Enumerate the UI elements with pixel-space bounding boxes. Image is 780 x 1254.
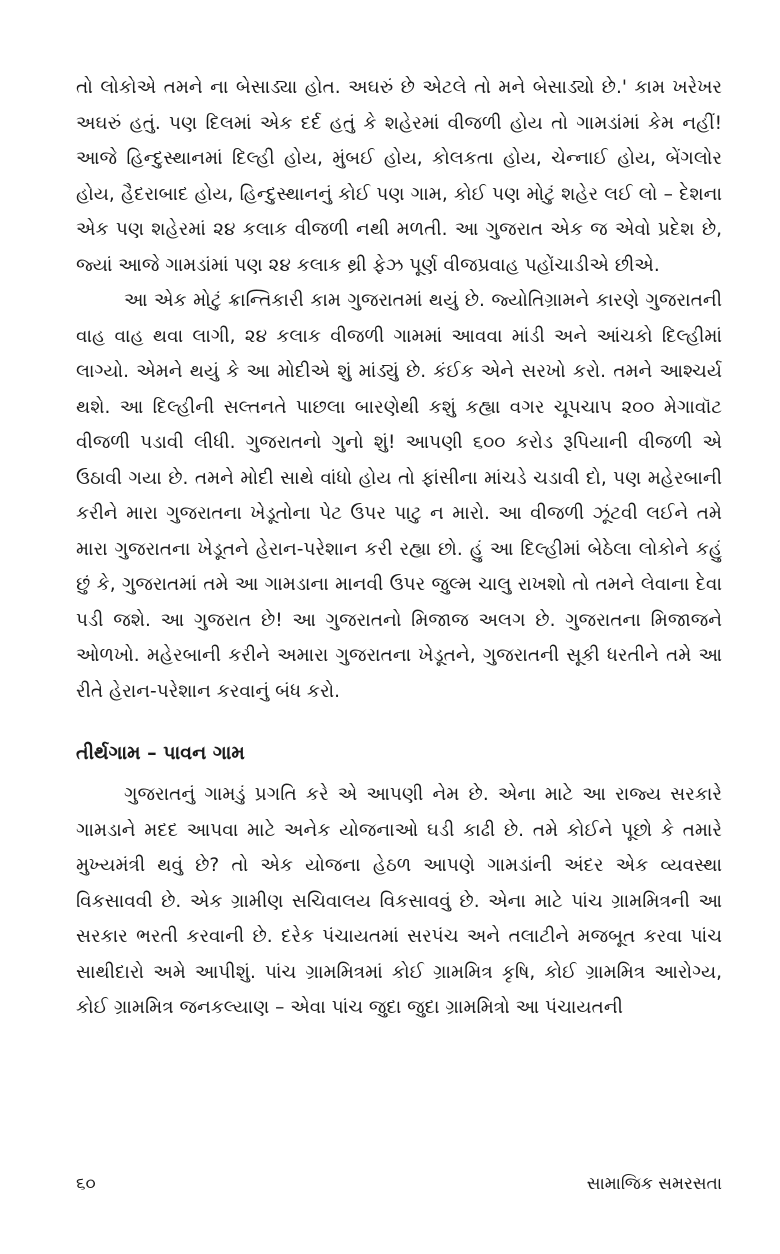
- paragraph-2: આ એક મોટું ક્રાન્તિકારી કામ ગુજરાતમાં થયું છે. જ્યોતિગ્રામને કારણે ગુજરાતની વાહ વાહ થવા લાગી, ૨૪ કલાક વીજળી ગામમાં આવવા માંડી અને આંચકો દિલ્હીમાં લાગ્યો. એમને થયું કે આ મોદીએ શું માંડ્યું છે. કંઈક એને સરખો કરો. તમને આશ્ચર્ય થશે. આ દિલ્હીની સલ્તનતે પાછલા બારણેથી કશું કહ્યા વગર ચૂપચાપ ૨૦૦ મેગાવૉટ વીજળી પડાવી લીધી. ગુજરાતનો ગુનો શું! આપણી ૬૦૦ કરોડ રૂપિયાની વીજળી એ ઉઠાવી ગયા છે. તમને મોદી સાથે વાંધો હોય તો ફાંસીના માંચડે ચડાવી દો, પણ મહેરબાની કરીને મારા ગુજરાતના ખેડૂતોના પેટ ઉપર પાટુ ન મારો. આ વીજળી ઝૂંટવી લઈને તમે મારા ગુજરાતના ખેડૂતને હેરાન-પરેશાન કરી રહ્યા છો. હું આ દિલ્હીમાં બેઠેલા લોકોને કહું છું કે, ગુજરાતમાં તમે આ ગામડાના માનવી ઉપર જુલ્મ ચાલુ રાખશો તો તમને લેવાના દેવા પડી જશે. આ ગુજરાત છે! આ ગુજરાતનો મિજાજ અલગ છે. ગુજરાતના મિજાજને ઓળખો. મહેરબાની કરીને અમારા ગુજરાતના ખેડૂતને, ગુજરાતની સૂકી ધરતીને તમે આ રીતે હેરાન-પરેશાન કરવાનું બંધ કરો.: [76, 290, 722, 702]
- book-title: સામાજિક સમરસતા: [586, 1174, 722, 1194]
- paragraph-3: ગુજરાતનું ગામડું પ્રગતિ કરે એ આપણી નેમ છે. એના માટે આ રાજ્ય સરકારે ગામડાને મદદ આપવા માટે અનેક યોજનાઓ ઘડી કાઢી છે. તમે કોઈને પૂછો કે તમારે મુખ્યમંત્રી થવું છે? તો એક યોજના હેઠળ આપણે ગામડાંની અંદર એક વ્યવસ્થા વિકસાવવી છે. એક ગ્રામીણ સચિવાલય વિકસાવવું છે. એના માટે પાંચ ગ્રામમિત્રની આ સરકાર ભરતી કરવાની છે. દરેક પંચાયતમાં સરપંચ અને તલાટીને મજબૂત કરવા પાંચ સાથીદારો અમે આપીશું. પાંચ ગ્રામમિત્રમાં કોઈ ગ્રામમિત્ર કૃષિ, કોઈ ગ્રામમિત્ર આરોગ્ય, કોઈ ગ્રામમિત્ર જનકલ્યાણ – એવા પાંચ જુદા જુદા ગ્રામમિત્રો આ પંચાયતની: [76, 784, 722, 1018]
- section-heading: તીર્થગામ – પાવન ગામ: [76, 742, 245, 764]
- page-number: ૬૦: [76, 1174, 96, 1194]
- paragraph-1: તો લોકોએ તમને ના બેસાડ્યા હોત. અઘરું છે એટલે તો મને બેસાડ્યો છે.' કામ ખરેખર અઘરું હતું. પણ દિલમાં એક દર્દ હતું કે શહેરમાં વીજળી હોય તો ગામડાંમાં કેમ નહીં! આજે હિન્દુસ્થાનમાં દિલ્હી હોય, મુંબઈ હોય, કોલકતા હોય, ચેન્નાઈ હોય, બેંગલોર હોય, હૈદરાબાદ હોય, હિન્દુસ્થાનનું કોઈ પણ ગામ, કોઈ પણ મોટું શહેર લઈ લો – દેશના એક પણ શહેરમાં ૨૪ કલાક વીજળી નથી મળતી. આ ગુજરાત એક જ એવો પ્રદેશ છે, જ્યાં આજે ગામડાંમાં પણ ૨૪ કલાક થ્રી ફેઝ પૂર્ણ વીજપ્રવાહ પહોંચાડીએ છીએ.: [76, 77, 722, 276]
- page-footer: [76, 1172, 722, 1196]
- page-body: [76, 70, 722, 1026]
